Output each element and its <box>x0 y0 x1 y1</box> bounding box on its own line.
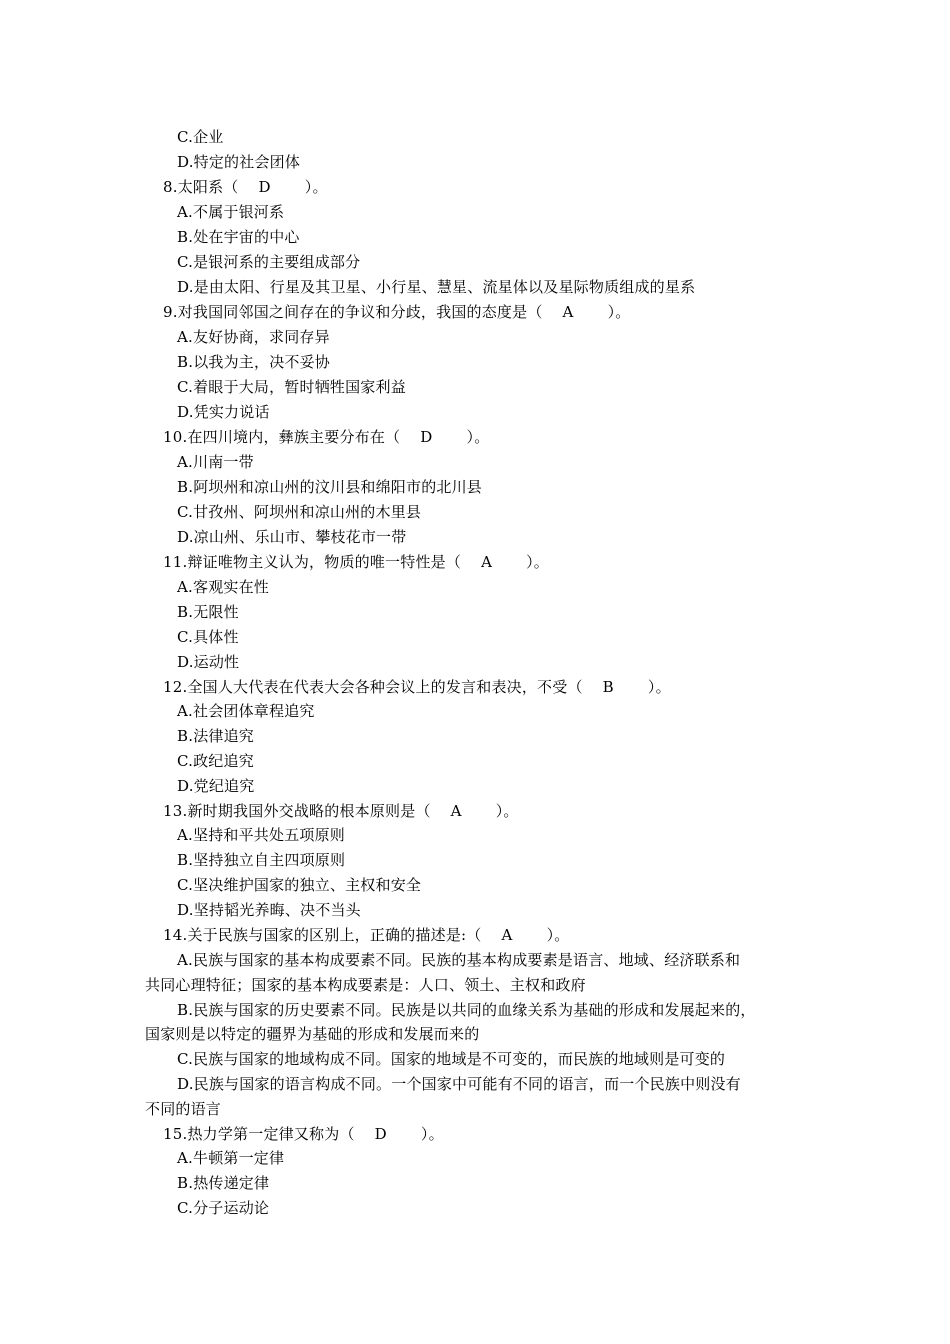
question-stem: 11.辩证唯物主义认为，物质的唯一特性是（ <box>163 553 462 571</box>
option-line: A.客观实在性 <box>177 578 270 596</box>
option-line: B.民族与国家的历史要素不同。民族是以共同的血缘关系为基础的形成和发展起来的， <box>177 1001 756 1019</box>
answer-value: A <box>450 802 462 820</box>
question-10 <box>163 427 489 447</box>
option-line: D.坚持韬光养晦、决不当头 <box>177 901 361 919</box>
option-line: C.是银河系的主要组成部分 <box>177 253 361 271</box>
option-line: B.阿坝州和凉山州的汶川县和绵阳市的北川县 <box>177 478 482 496</box>
option-c-enterprise: C.企业 <box>177 128 224 146</box>
option-line: A.民族与国家的基本构成要素不同。民族的基本构成要素是语言、地域、经济联系和 <box>177 951 741 969</box>
option-line: B.处在宇宙的中心 <box>177 228 300 246</box>
question-tail: ）。 <box>495 802 519 820</box>
question-tail: ）。 <box>466 428 490 446</box>
option-line-continued: 国家则是以特定的疆界为基础的形成和发展而来的 <box>145 1025 480 1043</box>
question-tail: ）。 <box>304 178 328 196</box>
answer-value: B <box>602 678 614 696</box>
option-line: A.不属于银河系 <box>177 203 285 221</box>
option-line: D.凉山州、乐山市、攀枝花市一带 <box>177 528 407 546</box>
question-tail: ）。 <box>546 926 570 944</box>
option-line: C.着眼于大局，暂时牺牲国家利益 <box>177 378 406 396</box>
question-13 <box>163 801 519 821</box>
option-line: D.民族与国家的语言构成不同。一个国家中可能有不同的语言，而一个民族中则没有 <box>177 1075 741 1093</box>
option-line: B.无限性 <box>177 603 239 621</box>
question-stem: 14.关于民族与国家的区别上，正确的描述是:（ <box>163 926 482 944</box>
question-stem: 12.全国人大代表在代表大会各种会议上的发言和表决，不受（ <box>163 678 583 696</box>
answer-value: A <box>481 553 493 571</box>
option-line: B.热传递定律 <box>177 1174 270 1192</box>
option-line: D.党纪追究 <box>177 777 255 795</box>
question-tail: ）。 <box>647 678 671 696</box>
answer-value: D <box>420 428 433 446</box>
option-line: A.社会团体章程追究 <box>177 702 315 720</box>
option-line: C.政纪追究 <box>177 752 254 770</box>
option-d-social-group: D.特定的社会团体 <box>177 153 301 171</box>
option-line: B.以我为主，决不妥协 <box>177 353 330 371</box>
question-stem: 10.在四川境内，彝族主要分布在（ <box>163 428 401 446</box>
option-line: D.凭实力说话 <box>177 403 270 421</box>
answer-value: D <box>374 1125 387 1143</box>
option-line-continued: 共同心理特征；国家的基本构成要素是：人口、领土、主权和政府 <box>145 976 586 994</box>
option-line: A.坚持和平共处五项原则 <box>177 826 346 844</box>
question-14 <box>163 925 569 945</box>
option-line: C.民族与国家的地域构成不同。国家的地域是不可变的，而民族的地域则是可变的 <box>177 1050 726 1068</box>
option-line: C.具体性 <box>177 628 239 646</box>
option-line: B.坚持独立自主四项原则 <box>177 851 346 869</box>
option-line: B.法律追究 <box>177 727 254 745</box>
question-stem: 15.热力学第一定律又称为（ <box>163 1125 355 1143</box>
question-tail: ）。 <box>420 1125 444 1143</box>
option-line: A.友好协商，求同存异 <box>177 328 330 346</box>
question-stem: 9.对我国同邻国之间存在的争议和分歧，我国的态度是（ <box>163 303 543 321</box>
question-12 <box>163 677 671 697</box>
option-line: C.分子运动论 <box>177 1199 270 1217</box>
answer-value: A <box>501 926 513 944</box>
question-tail: ）。 <box>607 303 631 321</box>
question-tail: ）。 <box>526 553 550 571</box>
question-11 <box>163 552 549 572</box>
option-line: C.坚决维护国家的独立、主权和安全 <box>177 876 422 894</box>
question-9 <box>163 302 630 322</box>
question-8 <box>163 177 328 197</box>
question-stem: 8.太阳系（ <box>163 178 239 196</box>
answer-value: D <box>258 178 271 196</box>
question-15 <box>163 1124 444 1144</box>
option-line: A.川南一带 <box>177 453 254 471</box>
answer-value: A <box>562 303 574 321</box>
option-line: D.运动性 <box>177 653 240 671</box>
option-line-continued: 不同的语言 <box>145 1100 222 1118</box>
question-stem: 13.新时期我国外交战略的根本原则是（ <box>163 802 431 820</box>
option-line: D.是由太阳、行星及其卫星、小行星、慧星、流星体以及星际物质组成的星系 <box>177 278 696 296</box>
option-line: C.甘孜州、阿坝州和凉山州的木里县 <box>177 503 422 521</box>
option-line: A.牛顿第一定律 <box>177 1149 285 1167</box>
